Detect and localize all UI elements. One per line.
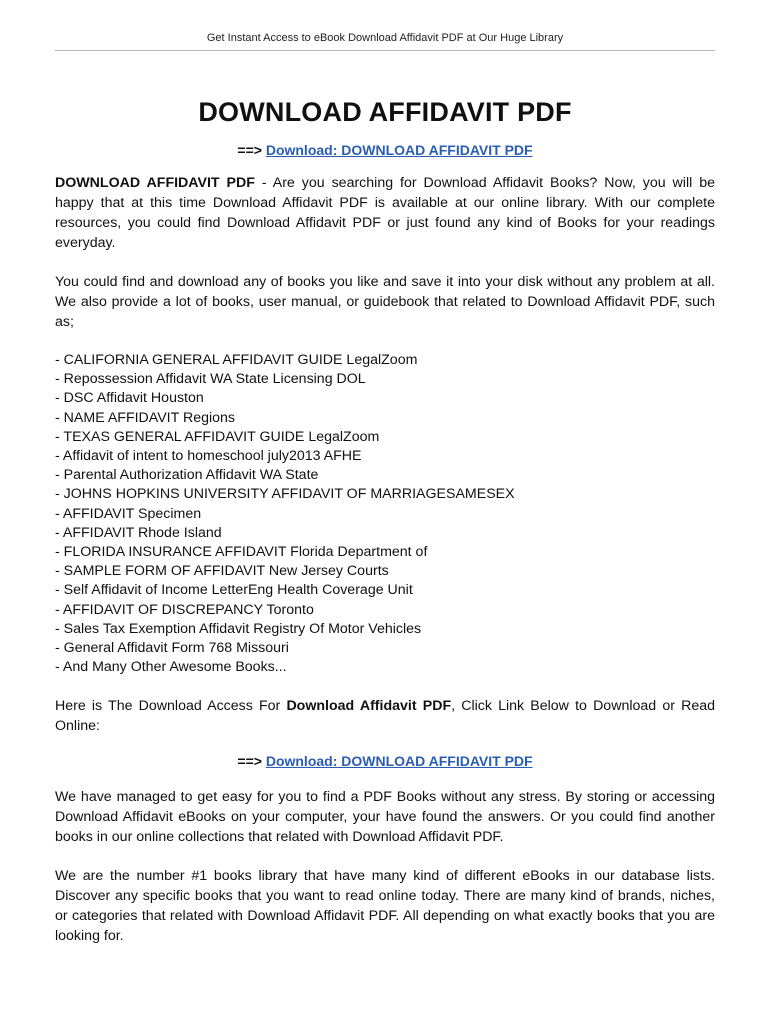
access-paragraph xyxy=(55,696,715,736)
list-item: - AFFIDAVIT OF DISCREPANCY Toronto xyxy=(55,601,314,618)
list-item: - CALIFORNIA GENERAL AFFIDAVIT GUIDE LegalZoom xyxy=(55,352,418,368)
page-title: DOWNLOAD AFFIDAVIT PDF xyxy=(198,97,572,127)
page-header: Get Instant Access to eBook Download Affidavit PDF at Our Huge Library xyxy=(55,0,715,51)
list-item: - SAMPLE FORM OF AFFIDAVIT New Jersey Courts xyxy=(55,563,389,580)
list-item: - JOHNS HOPKINS UNIVERSITY AFFIDAVIT OF MARRIAGESAMESEX xyxy=(55,486,515,503)
list-item: - TEXAS GENERAL AFFIDAVIT GUIDE LegalZoom xyxy=(55,428,380,445)
list-item: - AFFIDAVIT Specimen xyxy=(55,505,202,522)
list-item: - Sales Tax Exemption Affidavit Registry Of Motor Vehicles xyxy=(55,620,422,637)
list-item: - Affidavit of intent to homeschool july2013 AFHE xyxy=(55,448,362,465)
list-item: - DSC Affidavit Houston xyxy=(55,390,204,407)
list-item: - General Affidavit Form 768 Missouri xyxy=(55,640,289,657)
access-prefix: Here is The Download Access For xyxy=(55,698,287,715)
intro-text: - Are you searching for Download Affidavit Books? Now, you will be happy that at this time Download Affidavit PDF is available at our online library. With our complete resources, you could find Download Affidavit PDF or just found any kind of Books for your readings everyday. xyxy=(55,175,715,251)
download-link[interactable]: Download: DOWNLOAD AFFIDAVIT PDF xyxy=(265,142,533,158)
list-item: - AFFIDAVIT Rhode Island xyxy=(55,524,222,541)
paragraph-library: We are the number #1 books library that have many kind of different eBooks in our database lists. Discover any specific books that you want to read online today. There are many kind of brands, niches, or categories that related with Download Affidavit PDF. All depending on what exactly books that you are looking for. xyxy=(55,868,715,945)
list-item: - Self Affidavit of Income LetterEng Health Coverage Unit xyxy=(55,582,413,599)
arrow-marker: ==> xyxy=(237,753,266,770)
intro-paragraph xyxy=(55,173,715,253)
access-suffix: , Click Link Below to Download or Read Online: xyxy=(55,698,715,735)
list-item: - NAME AFFIDAVIT Regions xyxy=(55,409,236,426)
list-item: - Repossession Affidavit WA State Licensing DOL xyxy=(55,371,366,388)
access-bold: Download Affidavit PDF xyxy=(286,698,452,715)
download-link-line-second xyxy=(55,753,715,769)
book-list xyxy=(55,351,715,677)
paragraph-books-intro: You could find and download any of books you like and save it into your disk without any problem at all. We also provide a lot of books, user manual, or guidebook that related to Download Affidavit PDF, such as; xyxy=(55,274,715,330)
list-item: - Parental Authorization Affidavit WA State xyxy=(55,467,319,484)
download-link-second[interactable]: Download: DOWNLOAD AFFIDAVIT PDF xyxy=(265,753,533,770)
list-item: - FLORIDA INSURANCE AFFIDAVIT Florida Department of xyxy=(55,544,428,561)
intro-bold-lead: DOWNLOAD AFFIDAVIT PDF xyxy=(55,175,255,191)
arrow-marker: ==> xyxy=(237,142,266,158)
download-link-line xyxy=(55,142,715,158)
list-item: - And Many Other Awesome Books... xyxy=(55,659,287,676)
paragraph-managed: We have managed to get easy for you to find a PDF Books without any stress. By storing or accessing Download Affidavit eBooks on your computer, your have found the answers. Or you could find another books in our online collections that related with Download Affidavit PDF. xyxy=(55,789,715,846)
